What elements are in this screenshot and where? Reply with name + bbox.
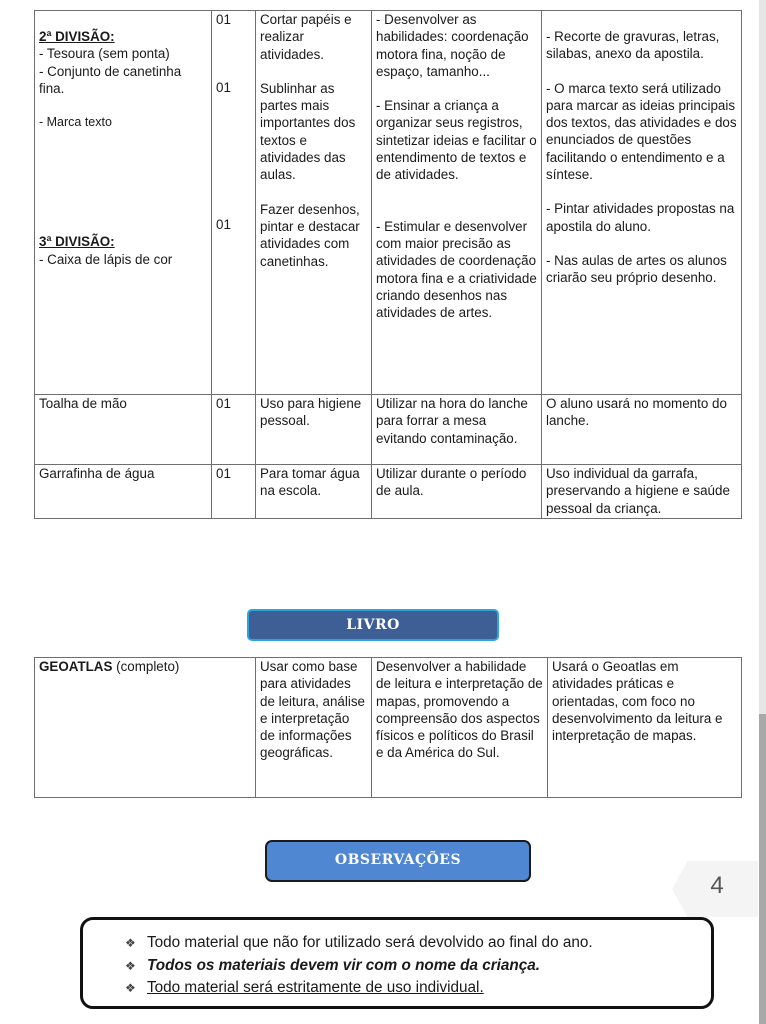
diamond-bullet-icon: ❖ — [125, 936, 136, 950]
note-text: - Recorte de gravuras, letras, silabas, anexo da apostila. — [546, 29, 720, 62]
item-text: - Caixa de lápis de cor — [39, 251, 173, 267]
use-text: Fazer desenhos, pintar e destacar atividades com canetinhas. — [260, 201, 360, 269]
note-cell: O aluno usará no momento do lanche. — [542, 395, 742, 465]
quantity-value: 01 — [216, 12, 231, 27]
scrollbar-thumb[interactable] — [759, 714, 766, 1024]
note-cell — [542, 11, 742, 395]
quantity-cell — [212, 11, 256, 395]
use-text: Cortar papéis e realizar atividades. — [260, 12, 352, 62]
observacoes-box — [80, 917, 714, 1009]
book-subtitle: (completo) — [112, 659, 180, 674]
objective-cell: Utilizar na hora do lanche para forrar a mesa evitando contaminação. — [372, 395, 542, 465]
objective-text: - Ensinar a criança a organizar seus registros, sintetizar ideias e facilitar o entendimento de textos e de atividades. — [376, 98, 537, 183]
quantity-value: 01 — [216, 80, 231, 96]
objective-cell — [372, 11, 542, 395]
item-text: - Marca texto — [39, 115, 112, 130]
observacoes-list — [125, 932, 593, 1000]
use-cell: Usar como base para atividades de leitura, análise e interpretação de informações geográficas. — [256, 658, 372, 798]
item-cell: Toalha de mão — [35, 395, 212, 465]
item-text: - Conjunto de canetinha fina. — [39, 63, 182, 96]
item-text: - Tesoura (sem ponta) — [39, 46, 170, 62]
use-cell: Para tomar água na escola. — [256, 465, 372, 519]
table-row — [35, 658, 742, 798]
objective-text: - Estimular e desenvolver com maior precisão as atividades de coordenação motora fina e a criatividade criando desenhos nas atividades de artes. — [376, 218, 537, 321]
use-cell — [256, 11, 372, 395]
note-text: - Nas aulas de artes os alunos criarão seu próprio desenho. — [546, 252, 727, 286]
quantity-value: 01 — [216, 216, 231, 232]
livro-table — [34, 657, 742, 798]
quantity-cell: 01 — [212, 395, 256, 465]
use-cell: Uso para higiene pessoal. — [256, 395, 372, 465]
objective-text: - Desenvolver as habilidades: coordenação motora fina, noção de espaço, tamanho... — [376, 12, 529, 79]
note-text: - O marca texto será utilizado para marcar as ideias principais dos textos, das atividades e dos enunciados de questões facilitando o entendimento e a síntese. — [546, 80, 737, 183]
observation-text: Todo material será estritamente de uso individual. — [147, 979, 484, 996]
table-row — [35, 11, 742, 395]
observation-item — [125, 932, 593, 955]
quantity-cell: 01 — [212, 465, 256, 519]
use-text: Sublinhar as partes mais importantes dos textos e atividades das aulas. — [260, 80, 356, 183]
observation-text: Todos os materiais devem vir com o nome da criança. — [147, 956, 541, 974]
division-heading: 3ª DIVISÃO: — [39, 234, 115, 250]
materials-table — [34, 10, 742, 519]
observation-item — [125, 955, 593, 978]
book-cell — [35, 658, 256, 798]
objective-cell: Utilizar durante o período de aula. — [372, 465, 542, 519]
diamond-bullet-icon: ❖ — [125, 958, 136, 973]
item-cell: Garrafinha de água — [35, 465, 212, 519]
observation-text: Todo material que não for utilizado será devolvido ao final do ano. — [147, 934, 593, 951]
note-cell: Usará o Geoatlas em atividades práticas e orientadas, com foco no desenvolvimento da leitura e interpretação de mapas. — [548, 658, 742, 798]
diamond-bullet-icon: ❖ — [125, 981, 136, 995]
table-row — [35, 465, 742, 519]
livro-section-banner: LIVRO — [247, 609, 499, 641]
item-cell — [35, 11, 212, 395]
page-number: 4 — [710, 872, 724, 899]
division-heading: 2ª DIVISÃO: — [39, 29, 115, 44]
note-cell: Uso individual da garrafa, preservando a higiene e saúde pessoal da criança. — [542, 465, 742, 519]
table-row — [35, 395, 742, 465]
observacoes-section-banner: OBSERVAÇÕES — [265, 840, 531, 882]
note-text: - Pintar atividades propostas na apostila do aluno. — [546, 201, 735, 234]
book-title: GEOATLAS — [39, 659, 113, 674]
objective-cell: Desenvolver a habilidade de leitura e interpretação de mapas, promovendo a compreensão dos aspectos físicos e políticos do Brasil e da América do Sul. — [372, 658, 548, 798]
observation-item — [125, 977, 593, 1000]
